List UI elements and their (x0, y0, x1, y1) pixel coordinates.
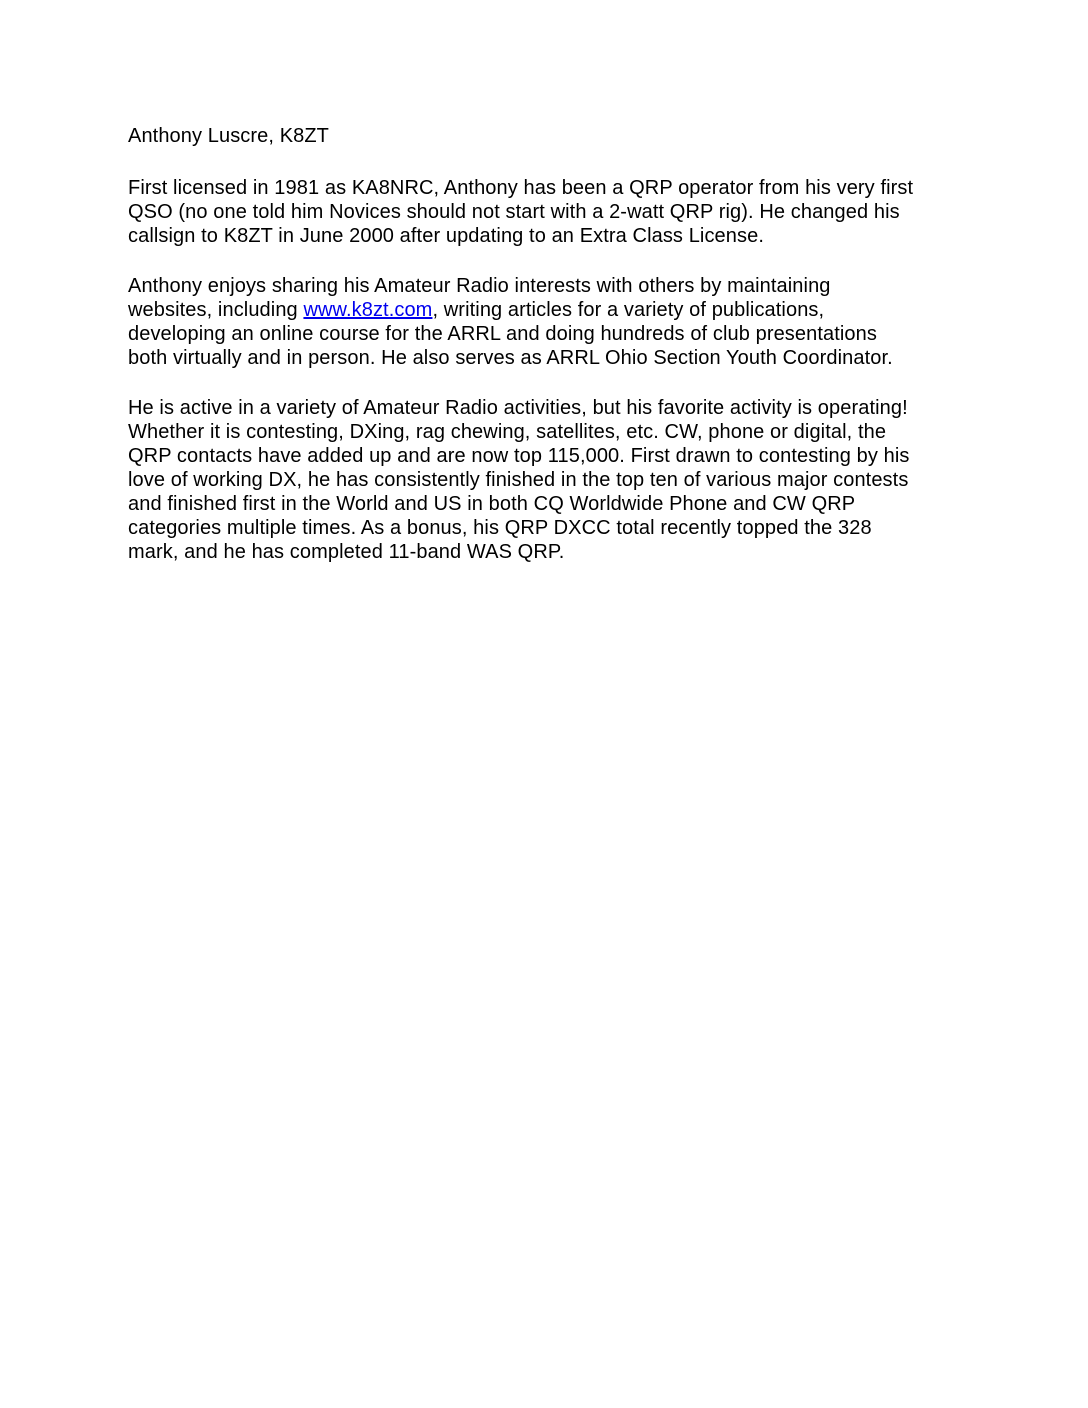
bio-line: love of working DX, he has consistently finished in the top ten of various major contests (128, 469, 909, 491)
bio-line: developing an online course for the ARRL and doing hundreds of club presentations (128, 323, 877, 345)
bio-line: He is active in a variety of Amateur Radio activities, but his favorite activity is operating! (128, 397, 908, 419)
bio-paragraph-licensing (128, 176, 960, 248)
author-heading: Anthony Luscre, K8ZT (128, 125, 329, 147)
k8zt-website-link[interactable]: www.k8zt.com (303, 299, 433, 321)
bio-line: QRP contacts have added up and are now top 115,000. First drawn to contesting by his (128, 445, 910, 467)
bio-paragraph-sharing (128, 274, 960, 370)
bio-line-text-after-link: , writing articles for a variety of publications, (432, 299, 825, 321)
bio-line: both virtually and in person. He also serves as ARRL Ohio Section Youth Coordinator. (128, 347, 893, 369)
bio-line-text-before-link: websites, including (128, 299, 304, 321)
bio-line: categories multiple times. As a bonus, his QRP DXCC total recently topped the 328 (128, 517, 872, 539)
bio-line: mark, and he has completed 11-band WAS QRP. (128, 541, 565, 563)
bio-line: Anthony enjoys sharing his Amateur Radio interests with others by maintaining (128, 275, 831, 297)
bio-line-with-link (128, 298, 960, 322)
bio-line: Whether it is contesting, DXing, rag chewing, satellites, etc. CW, phone or digital, the (128, 421, 887, 443)
bio-paragraph-activities (128, 396, 960, 564)
bio-line: and finished first in the World and US in both CQ Worldwide Phone and CW QRP (128, 493, 856, 515)
bio-line: First licensed in 1981 as KA8NRC, Anthony has been a QRP operator from his very first (128, 177, 914, 199)
bio-line: QSO (no one told him Novices should not start with a 2-watt QRP rig). He changed his (128, 201, 900, 223)
bio-line: callsign to K8ZT in June 2000 after updating to an Extra Class License. (128, 225, 764, 247)
